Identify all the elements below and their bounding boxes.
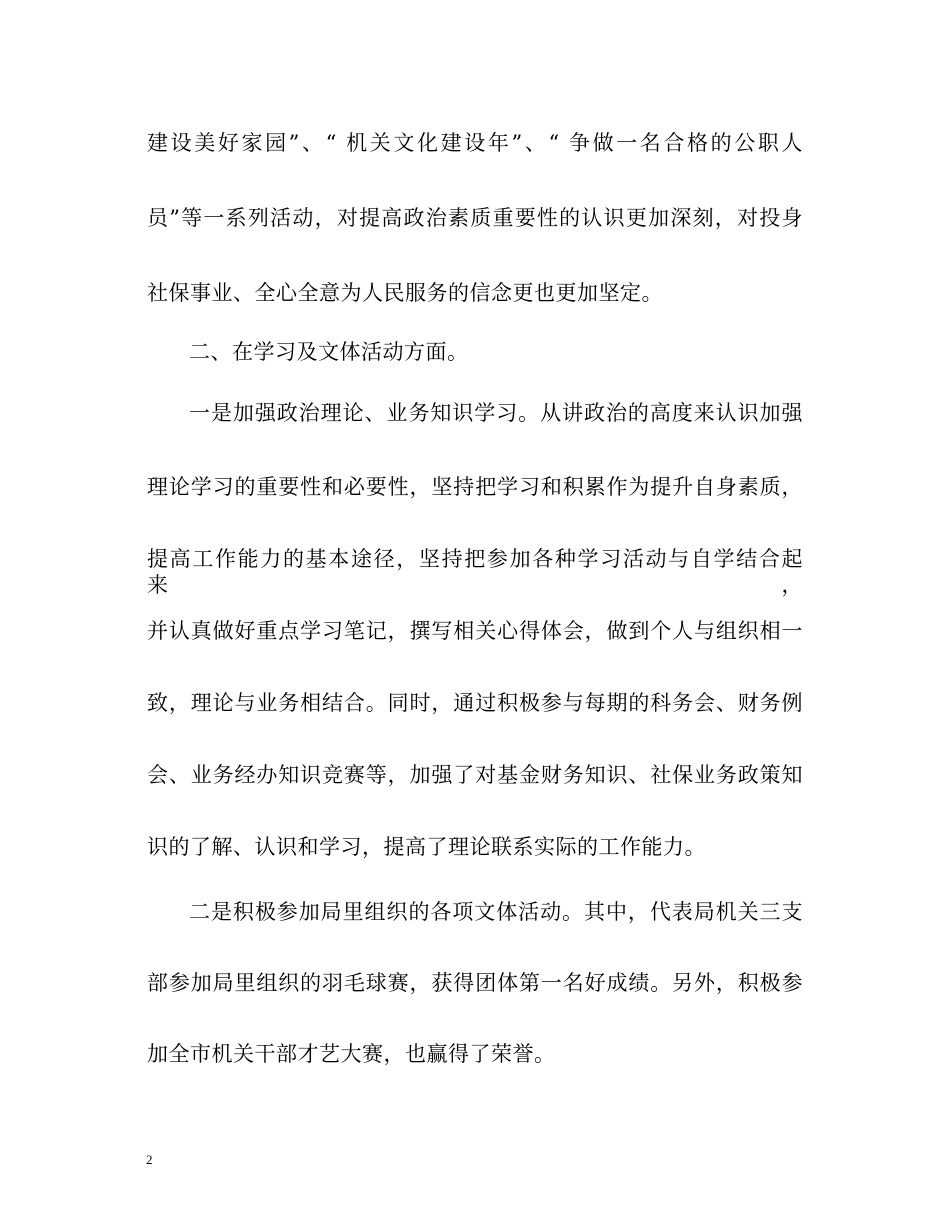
text-line: 提高工作能力的基本途径，坚持把参加各种学习活动与自学结合起来， xyxy=(147,547,803,597)
text-line: 加全市机关干部才艺大赛，也赢得了荣誉。 xyxy=(147,1042,556,1066)
text-line: 致，理论与业务相结合。同时，通过积极参与每期的科务会、财务例 xyxy=(147,691,803,715)
text-line: 识的了解、认识和学习，提高了理论联系实际的工作能力。 xyxy=(147,835,706,859)
text-line: 建设美好家园”、“ 机关文化建设年”、“ 争做一名合格的公职人 xyxy=(147,131,803,155)
text-line: 部参加局里组织的羽毛球赛，获得团体第一名好成绩。另外，积极参 xyxy=(147,971,803,995)
text-line: 社保事业、全心全意为人民服务的信念更也更加坚定。 xyxy=(147,281,663,305)
page-number: 2 xyxy=(146,1152,153,1167)
text-line: 二是积极参加局里组织的各项文体活动。其中，代表局机关三支 xyxy=(189,900,803,924)
text-line: 会、业务经办知识竞赛等，加强了对基金财务知识、社保业务政策知 xyxy=(147,763,803,787)
text-line: 一是加强政治理论、业务知识学习。从讲政治的高度来认识加强 xyxy=(189,401,803,425)
text-line: 理论学习的重要性和必要性，坚持把学习和积累作为提升自身素质， xyxy=(147,475,803,499)
section-heading: 二、在学习及文体活动方面。 xyxy=(189,340,469,364)
text-line: 员”等一系列活动，对提高政治素质重要性的认识更加深刻，对投身 xyxy=(147,206,803,230)
text-line: 并认真做好重点学习笔记，撰写相关心得体会，做到个人与组织相一 xyxy=(147,619,803,643)
